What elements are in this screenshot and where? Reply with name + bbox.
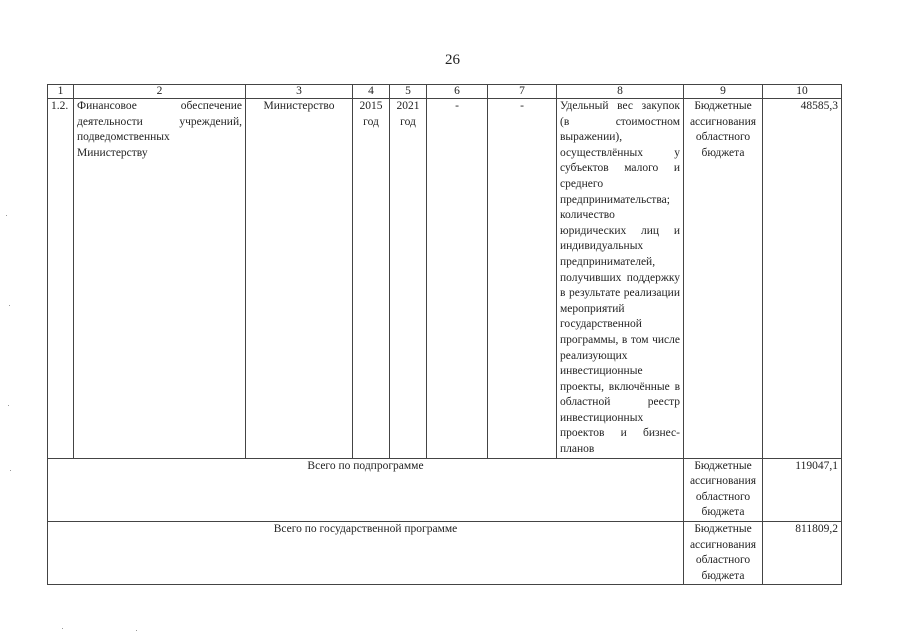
scan-speck: [6, 215, 7, 216]
scan-speck: [62, 628, 63, 629]
column-number: 6: [427, 85, 488, 99]
program-total-amount: 811809,2: [763, 522, 842, 585]
scan-speck: [10, 470, 11, 471]
program-total-source: Бюджетные ассигнования областного бюджета: [684, 522, 763, 585]
scan-speck: [136, 630, 137, 631]
column-number: 5: [390, 85, 427, 99]
program-total-row: [48, 522, 842, 585]
table-row: [48, 99, 842, 459]
scan-speck: [8, 405, 9, 406]
program-table: [47, 84, 842, 585]
column-6-value: -: [427, 99, 488, 459]
column-number: 10: [763, 85, 842, 99]
column-number: 4: [353, 85, 390, 99]
column-number: 8: [557, 85, 684, 99]
program-total-label: Всего по государственной программе: [48, 522, 684, 585]
end-year: 2021 год: [390, 99, 427, 459]
subprogram-total-label: Всего по подпрограмме: [48, 458, 684, 521]
column-number: 2: [74, 85, 246, 99]
column-number-row: [48, 85, 842, 99]
amount: 48585,3: [763, 99, 842, 459]
column-7-value: -: [488, 99, 557, 459]
indicator-text: Удельный вес закупок (в стоимостном выражении), осуществлённых у субъектов малого и среднего предпринимательства; количество юридических лиц и индивидуальных предпринимателей, получивших поддержку в результате реализации мероприятий государственной программы, в том числе реализующих инвестиционные проекты, включённые в областной реестр инвестиционных проектов и бизнес-планов: [557, 99, 684, 459]
scan-speck: [9, 305, 10, 306]
activity-name: Финансовое обеспечение деятельности учреждений, подведомственных Министерству: [74, 99, 246, 459]
subprogram-total-amount: 119047,1: [763, 458, 842, 521]
funding-source: Бюджетные ассигнования областного бюджета: [684, 99, 763, 459]
page-number: 26: [445, 52, 460, 68]
column-number: 9: [684, 85, 763, 99]
column-number: 1: [48, 85, 74, 99]
subprogram-total-source: Бюджетные ассигнования областного бюджета: [684, 458, 763, 521]
column-number: 3: [246, 85, 353, 99]
start-year: 2015 год: [353, 99, 390, 459]
subprogram-total-row: [48, 458, 842, 521]
executor: Министерство: [246, 99, 353, 459]
column-number: 7: [488, 85, 557, 99]
row-number: 1.2.: [48, 99, 74, 459]
